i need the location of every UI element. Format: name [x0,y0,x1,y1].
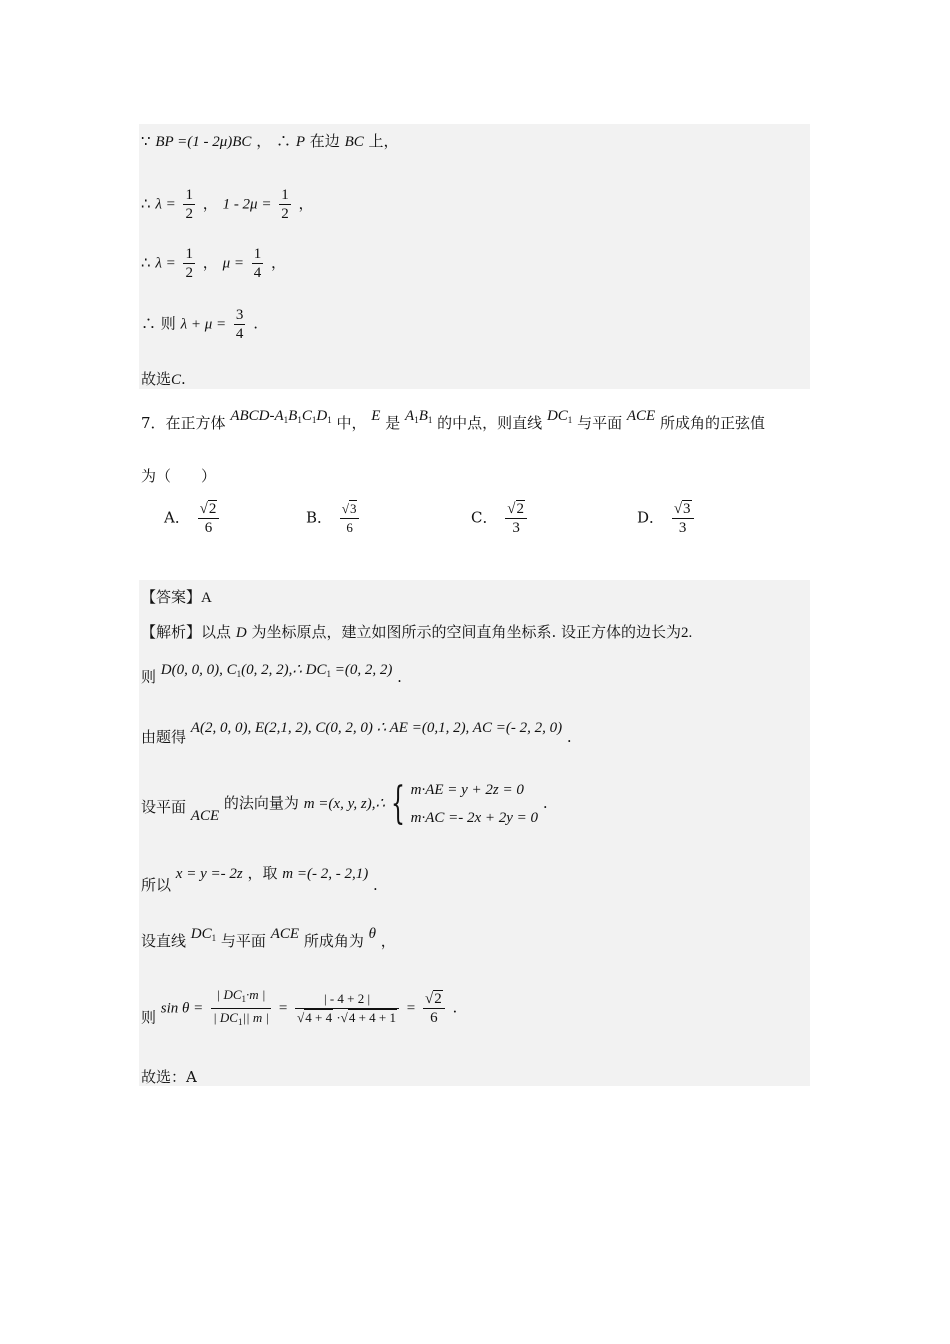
prev-line-3: ∴ λ = $\frac{1}{2}$ ， μ = $\frac{1}{4}$ ， [141,246,287,281]
prev-line-2: ∴ λ = $\frac{1}{2}$ ， 1 - 2μ = $\frac{1}{2}$ ， [141,187,314,222]
fraction: $\frac{| DC_1\cdot m |}{| DC_1|| m |}$ [213,987,270,1027]
option-d[interactable]: D． $\frac{√3}{3}$ [637,500,697,537]
prev-line-1: ∵ BP =(1 - 2μ)BC ， ∴ P 在边 BC 上， [141,132,399,150]
answer-line: 【答案】A [141,588,212,606]
option-b[interactable]: B． $\frac{√3}{6}$ [306,500,362,537]
analysis-final: 故选：A [141,1068,197,1086]
fraction: $\frac{| - 4 + 2 |}{√4 + 4 \cdot√4 + 4 + 1}$ [295,990,399,1027]
option-c[interactable]: C． $\frac{√2}{3}$ [471,500,530,537]
fraction: $\frac{√2}{6}$ [198,500,220,537]
analysis-line-1: 则 D(0, 0, 0), $C_1(0$, 2, 2),∴ $DC_1 =(0$, 2, 2) . [141,662,402,686]
question-stem: 7．在正方体 ABCD-$A^1B^1C^1D^1$ 中， E 是 $A^1B^1$ 的中点，则直线 $DC^1$ 与平面 ACE 所成角的正弦值 [141,408,765,432]
fraction: $\frac{√3}{6}$ [340,500,360,537]
equation-system: m·AE = y + 2z = 0 m·AC =- 2x + 2y = 0 [410,782,539,826]
analysis-line-5: 设直线 $DC_1$ 与平面 ACE 所成角为 θ ， [141,926,396,950]
fraction: $\frac{√2}{6}$ [423,990,445,1027]
analysis-line-6: 则 sin θ = $\frac{| DC_1\cdot m |}{| DC_1|| m |}$ = $\frac{| - 4 + 2 |}{√4 + 4 \cdot√4 + 4 + 1}$ = $\frac{√2}{6}$ . [141,986,457,1031]
analysis-line-4: 所以 x = y =- 2z ，取 m =(- 2, - 2,1) . [141,864,378,894]
fraction: $\frac{3}{4}$ [235,307,244,342]
fraction: $\frac{1}{2}$ [185,187,193,222]
prev-line-5: 故选C. [141,370,186,388]
analysis-line-2: 由题得 A(2, 0, 0), E(2,1, 2), C(0, 2, 0) ∴ AE =(0,1, 2), AC =(- 2, 2, 0) . [141,720,572,746]
fraction: $\frac{1}{4}$ [253,246,262,281]
question-stem-line-2: 为（ ） [141,467,217,485]
fraction: $\frac{√3}{3}$ [672,500,694,537]
analysis-intro: 【解析】以点 D 为坐标原点，建立如图所示的空间直角坐标系. 设正方体的边长为2. [141,623,693,641]
analysis-line-3: 设平面 ACE 的法向量为 m =(x, y, z),∴ { m·AE = y + 2z = 0 m·AC =- 2x + 2y = 0 . [141,776,548,832]
fraction: $\frac{1}{2}$ [185,246,193,281]
fraction: $\frac{√2}{3}$ [505,500,527,537]
option-a[interactable]: A． $\frac{√2}{6}$ [164,500,222,537]
prev-line-4: ∴ 则 λ + μ = $\frac{3}{4}$ . [141,307,258,342]
fraction: $\frac{1}{2}$ [281,187,289,222]
brace: { [390,778,405,829]
